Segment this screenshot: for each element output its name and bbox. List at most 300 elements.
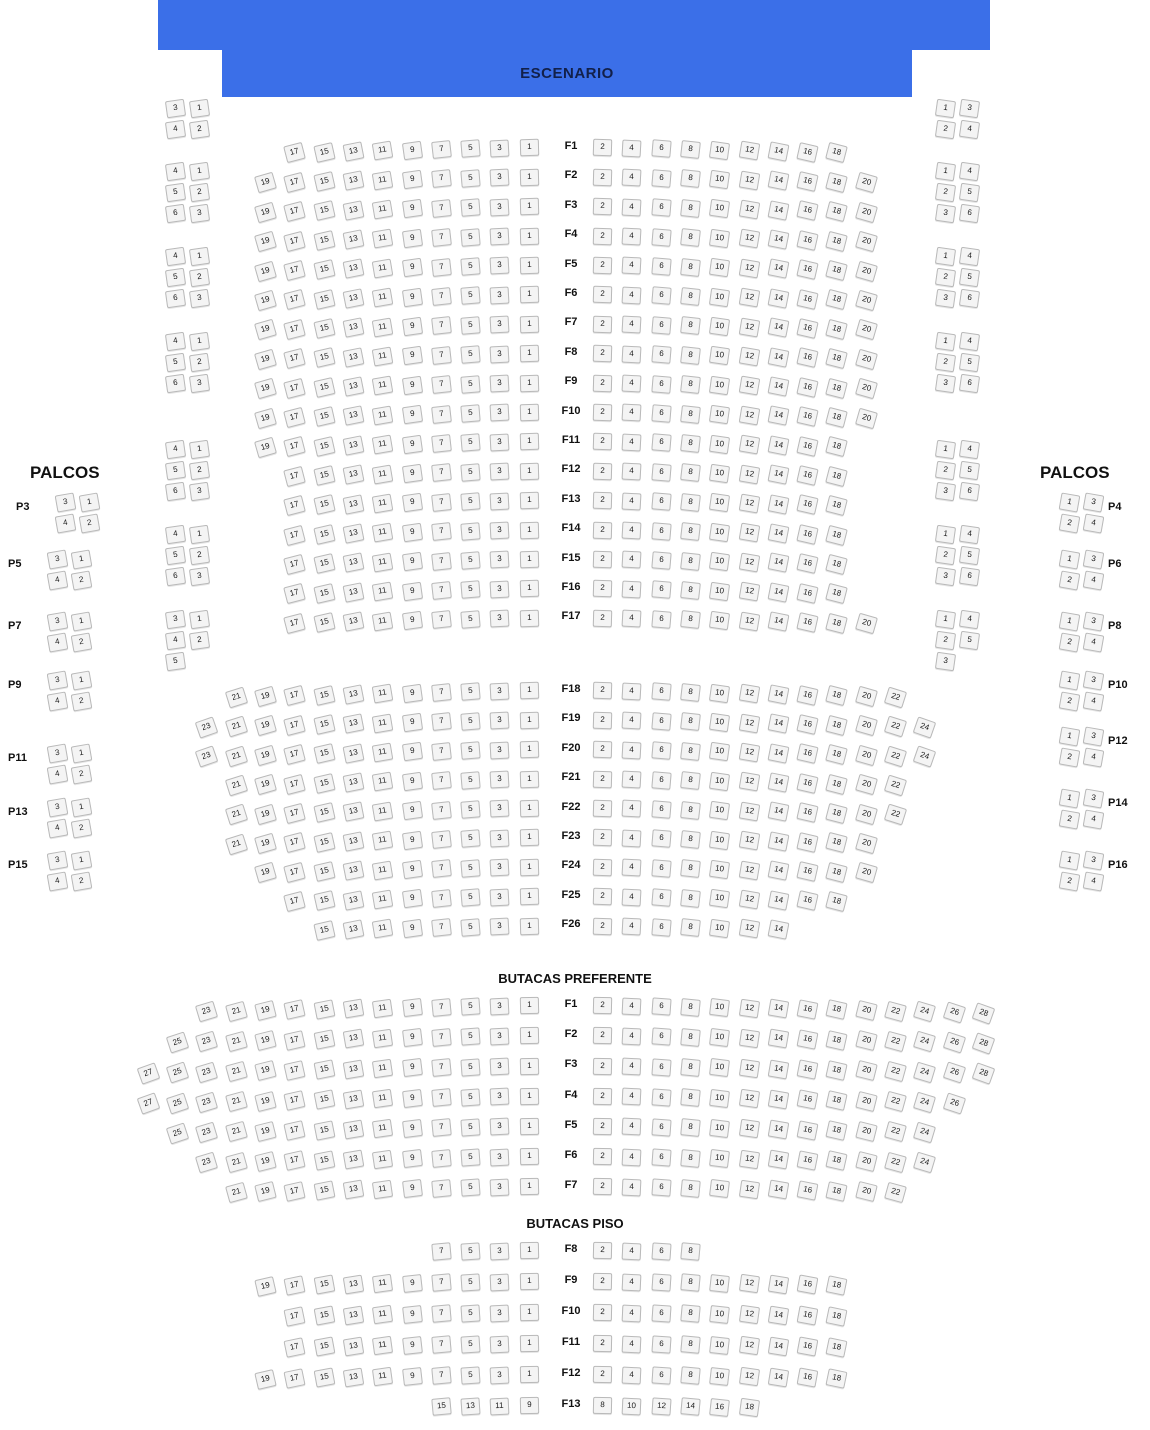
- palco-left-top-2-seat-2[interactable]: 2: [189, 268, 210, 287]
- seat-F6-16[interactable]: 16: [797, 1150, 819, 1170]
- seat-F12-19[interactable]: 19: [254, 1369, 276, 1390]
- seat-F12-14[interactable]: 14: [768, 1368, 789, 1388]
- palco-P3-seat-2[interactable]: 2: [79, 513, 101, 533]
- seat-F1-15[interactable]: 15: [313, 999, 335, 1019]
- seat-F3-5[interactable]: 5: [460, 198, 480, 217]
- seat-F20-7[interactable]: 7: [431, 742, 452, 761]
- seat-F3-14[interactable]: 14: [767, 200, 789, 220]
- seat-F9-14[interactable]: 14: [768, 1275, 789, 1295]
- seat-F12-11[interactable]: 11: [372, 1367, 393, 1386]
- seat-F19-18[interactable]: 18: [826, 715, 849, 736]
- seat-F1-3[interactable]: 3: [490, 997, 510, 1015]
- seat-F3-19[interactable]: 19: [254, 1060, 277, 1081]
- seat-F18-5[interactable]: 5: [460, 683, 480, 702]
- seat-F12-2[interactable]: 2: [593, 1366, 612, 1383]
- seat-F13-3[interactable]: 3: [490, 492, 510, 510]
- seat-F12-7[interactable]: 7: [431, 1367, 451, 1386]
- seat-F5-17[interactable]: 17: [283, 260, 306, 281]
- seat-F17-1[interactable]: 1: [519, 609, 538, 627]
- seat-F12-4[interactable]: 4: [622, 463, 642, 481]
- seat-F2-19[interactable]: 19: [254, 1030, 277, 1051]
- seat-F12-11[interactable]: 11: [372, 464, 394, 484]
- seat-F5-3[interactable]: 3: [490, 257, 510, 275]
- seat-F22-5[interactable]: 5: [460, 800, 480, 819]
- seat-F6-16[interactable]: 16: [796, 289, 818, 310]
- seat-F9-17[interactable]: 17: [284, 1275, 306, 1295]
- seat-F13-15[interactable]: 15: [313, 494, 335, 515]
- seat-F13-18[interactable]: 18: [826, 495, 849, 516]
- seat-F4-3[interactable]: 3: [490, 227, 510, 245]
- seat-F5-15[interactable]: 15: [313, 259, 335, 280]
- seat-F7-1[interactable]: 1: [519, 1178, 538, 1195]
- seat-F25-1[interactable]: 1: [519, 888, 538, 906]
- seat-F12-16[interactable]: 16: [797, 1368, 819, 1388]
- seat-F2-19[interactable]: 19: [254, 172, 277, 194]
- seat-F22-13[interactable]: 13: [342, 802, 364, 822]
- seat-F24-2[interactable]: 2: [593, 858, 612, 876]
- seat-F5-2[interactable]: 2: [593, 257, 612, 275]
- seat-F5-6[interactable]: 6: [651, 257, 671, 276]
- seat-F2-5[interactable]: 5: [460, 1028, 480, 1046]
- seat-F26-13[interactable]: 13: [342, 919, 364, 939]
- seat-F6-20[interactable]: 20: [855, 1151, 878, 1172]
- seat-F24-15[interactable]: 15: [313, 861, 335, 882]
- palco-P15-seat-2[interactable]: 2: [71, 871, 93, 891]
- seat-F21-22[interactable]: 22: [884, 775, 907, 797]
- seat-F18-3[interactable]: 3: [490, 682, 510, 700]
- seat-F2-7[interactable]: 7: [431, 169, 452, 188]
- palco-left-top-1-seat-1[interactable]: 1: [189, 162, 210, 181]
- seat-F2-7[interactable]: 7: [431, 1028, 452, 1047]
- palco-P14-seat-3[interactable]: 3: [1083, 788, 1105, 808]
- palco-right-top-1-seat-5[interactable]: 5: [959, 183, 980, 202]
- seat-F4-14[interactable]: 14: [767, 1089, 789, 1109]
- seat-F2-6[interactable]: 6: [651, 169, 671, 188]
- seat-F2-16[interactable]: 16: [797, 1029, 819, 1049]
- seat-F7-5[interactable]: 5: [460, 1179, 480, 1197]
- seat-F3-22[interactable]: 22: [884, 1061, 907, 1082]
- seat-F22-1[interactable]: 1: [519, 800, 538, 818]
- seat-F20-21[interactable]: 21: [225, 745, 248, 767]
- seat-F9-2[interactable]: 2: [593, 1273, 612, 1290]
- seat-F19-22[interactable]: 22: [884, 716, 907, 738]
- seat-F11-14[interactable]: 14: [768, 1337, 789, 1357]
- seat-F21-20[interactable]: 20: [855, 774, 878, 796]
- seat-F9-19[interactable]: 19: [254, 1276, 276, 1297]
- seat-F2-13[interactable]: 13: [343, 1029, 365, 1049]
- seat-F11-18[interactable]: 18: [826, 436, 849, 457]
- seat-F18-13[interactable]: 13: [342, 684, 364, 704]
- seat-F4-19[interactable]: 19: [254, 1091, 277, 1112]
- seat-F19-3[interactable]: 3: [490, 712, 510, 730]
- seat-F22-6[interactable]: 6: [651, 800, 671, 819]
- seat-F7-18[interactable]: 18: [826, 319, 849, 340]
- seat-F15-6[interactable]: 6: [651, 551, 671, 570]
- seat-F23-1[interactable]: 1: [519, 829, 538, 847]
- seat-F2-6[interactable]: 6: [651, 1028, 671, 1046]
- seat-F2-21[interactable]: 21: [225, 1031, 248, 1052]
- seat-F9-4[interactable]: 4: [622, 374, 642, 392]
- seat-F25-15[interactable]: 15: [313, 890, 335, 911]
- seat-F1-13[interactable]: 13: [343, 999, 365, 1019]
- seat-F15-2[interactable]: 2: [593, 551, 612, 569]
- seat-F17-9[interactable]: 9: [401, 611, 422, 630]
- seat-F6-24[interactable]: 24: [913, 1152, 936, 1174]
- seat-F20-19[interactable]: 19: [254, 745, 277, 767]
- seat-F25-18[interactable]: 18: [826, 891, 849, 912]
- palco-left-top-5-seat-1[interactable]: 1: [189, 525, 210, 544]
- seat-F26-11[interactable]: 11: [372, 919, 394, 939]
- seat-F20-12[interactable]: 12: [738, 743, 760, 763]
- seat-F20-11[interactable]: 11: [372, 743, 394, 763]
- seat-F20-13[interactable]: 13: [342, 743, 364, 763]
- seat-F11-7[interactable]: 7: [431, 434, 452, 453]
- seat-F19-14[interactable]: 14: [767, 714, 789, 734]
- seat-F19-20[interactable]: 20: [855, 715, 878, 737]
- seat-F7-16[interactable]: 16: [796, 318, 818, 339]
- palco-right-top-0-seat-3[interactable]: 3: [959, 99, 980, 118]
- palco-P10-seat-3[interactable]: 3: [1083, 670, 1105, 690]
- seat-F2-8[interactable]: 8: [680, 1028, 701, 1047]
- seat-F6-2[interactable]: 2: [593, 286, 612, 304]
- seat-F4-10[interactable]: 10: [709, 1089, 730, 1108]
- palco-left-top-0-seat-3[interactable]: 3: [165, 99, 186, 118]
- seat-F5-16[interactable]: 16: [797, 1120, 819, 1140]
- palco-label-P10[interactable]: P10: [1108, 679, 1128, 691]
- seat-F21-13[interactable]: 13: [342, 772, 364, 792]
- seat-F22-16[interactable]: 16: [796, 802, 818, 823]
- palco-P13-seat-3[interactable]: 3: [47, 797, 69, 817]
- seat-F9-2[interactable]: 2: [593, 374, 612, 392]
- seat-F9-16[interactable]: 16: [797, 1275, 819, 1295]
- seat-F26-8[interactable]: 8: [680, 918, 701, 937]
- seat-F21-10[interactable]: 10: [709, 771, 730, 790]
- seat-F11-10[interactable]: 10: [709, 1336, 730, 1355]
- seat-F8-3[interactable]: 3: [490, 345, 510, 363]
- palco-P10-seat-1[interactable]: 1: [1059, 670, 1081, 690]
- seat-F10-5[interactable]: 5: [461, 1304, 481, 1322]
- seat-F18-4[interactable]: 4: [622, 682, 642, 700]
- seat-F17-10[interactable]: 10: [709, 611, 730, 630]
- seat-F15-16[interactable]: 16: [796, 553, 818, 574]
- palco-right-top-2-seat-5[interactable]: 5: [959, 268, 980, 287]
- seat-F19-17[interactable]: 17: [283, 715, 306, 736]
- seat-F14-14[interactable]: 14: [767, 523, 789, 543]
- seat-F12-1[interactable]: 1: [519, 462, 538, 480]
- seat-F13-11[interactable]: 11: [490, 1397, 510, 1415]
- palco-P15-seat-4[interactable]: 4: [47, 871, 69, 891]
- seat-F14-9[interactable]: 9: [401, 522, 422, 541]
- seat-F9-18[interactable]: 18: [826, 377, 849, 398]
- seat-F16-2[interactable]: 2: [593, 580, 612, 598]
- seat-F6-17[interactable]: 17: [283, 289, 306, 310]
- palco-P6-seat-4[interactable]: 4: [1083, 570, 1105, 590]
- seat-F11-16[interactable]: 16: [796, 436, 818, 457]
- seat-F6-1[interactable]: 1: [519, 1148, 538, 1165]
- seat-F23-12[interactable]: 12: [738, 831, 760, 851]
- seat-F3-8[interactable]: 8: [680, 199, 701, 218]
- seat-F11-8[interactable]: 8: [680, 434, 701, 453]
- palco-right-top-5-seat-4[interactable]: 4: [959, 525, 980, 544]
- seat-F19-6[interactable]: 6: [651, 712, 671, 731]
- seat-F8-13[interactable]: 13: [342, 347, 364, 367]
- seat-F1-5[interactable]: 5: [460, 140, 480, 159]
- seat-F1-4[interactable]: 4: [622, 139, 642, 157]
- seat-F7-15[interactable]: 15: [313, 1180, 335, 1200]
- seat-F10-2[interactable]: 2: [593, 1304, 612, 1321]
- palco-right-top-6-seat-5[interactable]: 5: [959, 631, 980, 650]
- seat-F1-8[interactable]: 8: [680, 998, 701, 1017]
- seat-F4-5[interactable]: 5: [460, 1088, 480, 1106]
- seat-F5-11[interactable]: 11: [372, 258, 394, 278]
- seat-F16-12[interactable]: 12: [738, 582, 760, 602]
- palco-label-P4[interactable]: P4: [1108, 501, 1122, 513]
- seat-F5-10[interactable]: 10: [709, 1119, 730, 1138]
- seat-F5-15[interactable]: 15: [313, 1120, 335, 1140]
- seat-F5-18[interactable]: 18: [826, 260, 849, 281]
- seat-F6-6[interactable]: 6: [651, 1148, 671, 1166]
- seat-F16-6[interactable]: 6: [651, 581, 671, 600]
- seat-F26-3[interactable]: 3: [490, 917, 510, 935]
- seat-F13-17[interactable]: 17: [283, 495, 306, 516]
- seat-F20-8[interactable]: 8: [680, 742, 701, 761]
- palco-P16-seat-4[interactable]: 4: [1083, 871, 1105, 891]
- palco-right-top-4-seat-3[interactable]: 3: [935, 482, 956, 501]
- seat-F12-4[interactable]: 4: [622, 1366, 642, 1384]
- seat-F16-10[interactable]: 10: [709, 581, 730, 600]
- seat-F20-22[interactable]: 22: [884, 745, 907, 767]
- seat-F15-3[interactable]: 3: [490, 551, 510, 569]
- seat-F2-11[interactable]: 11: [372, 1029, 393, 1049]
- seat-F22-22[interactable]: 22: [884, 804, 907, 826]
- seat-F1-3[interactable]: 3: [490, 139, 510, 157]
- palco-left-top-5-seat-5[interactable]: 5: [165, 546, 186, 565]
- seat-F4-8[interactable]: 8: [680, 1088, 701, 1107]
- seat-F10-10[interactable]: 10: [709, 405, 730, 424]
- palco-left-top-4-seat-2[interactable]: 2: [189, 461, 210, 480]
- seat-F13-5[interactable]: 5: [460, 492, 480, 511]
- seat-F7-4[interactable]: 4: [622, 316, 642, 334]
- seat-F25-8[interactable]: 8: [680, 889, 701, 908]
- palco-P5-seat-3[interactable]: 3: [47, 549, 69, 569]
- seat-F9-13[interactable]: 13: [342, 376, 364, 396]
- seat-F19-5[interactable]: 5: [460, 712, 480, 731]
- seat-F8-7[interactable]: 7: [431, 346, 452, 365]
- seat-F1-7[interactable]: 7: [431, 998, 452, 1017]
- palco-left-top-6-seat-2[interactable]: 2: [189, 631, 210, 650]
- seat-F6-15[interactable]: 15: [313, 1150, 335, 1170]
- seat-F15-1[interactable]: 1: [519, 551, 538, 569]
- seat-F12-6[interactable]: 6: [651, 463, 671, 482]
- seat-F16-15[interactable]: 15: [313, 583, 335, 604]
- seat-F7-11[interactable]: 11: [372, 317, 394, 337]
- seat-F14-18[interactable]: 18: [826, 524, 849, 545]
- seat-F7-9[interactable]: 9: [401, 317, 422, 336]
- seat-F4-4[interactable]: 4: [622, 1088, 642, 1106]
- seat-F26-10[interactable]: 10: [709, 918, 730, 937]
- seat-F11-4[interactable]: 4: [622, 1335, 642, 1353]
- seat-F12-13[interactable]: 13: [342, 465, 364, 485]
- seat-F5-25[interactable]: 25: [166, 1122, 189, 1144]
- palco-right-top-4-seat-5[interactable]: 5: [959, 461, 980, 480]
- seat-F8-4[interactable]: 4: [622, 345, 642, 363]
- seat-F12-8[interactable]: 8: [680, 463, 701, 482]
- seat-F13-16[interactable]: 16: [796, 494, 818, 515]
- seat-F3-4[interactable]: 4: [622, 1058, 642, 1076]
- palco-right-top-3-seat-1[interactable]: 1: [935, 332, 956, 351]
- seat-F10-18[interactable]: 18: [826, 407, 849, 428]
- seat-F25-4[interactable]: 4: [622, 888, 642, 906]
- seat-F3-26[interactable]: 26: [942, 1062, 965, 1084]
- seat-F13-2[interactable]: 2: [593, 492, 612, 510]
- palco-right-top-6-seat-1[interactable]: 1: [935, 610, 956, 629]
- palco-left-top-5-seat-2[interactable]: 2: [189, 546, 210, 565]
- seat-F13-10[interactable]: 10: [622, 1397, 642, 1415]
- seat-F8-9[interactable]: 9: [401, 346, 422, 365]
- seat-F11-15[interactable]: 15: [313, 436, 335, 457]
- seat-F15-9[interactable]: 9: [401, 552, 422, 571]
- seat-F15-11[interactable]: 11: [372, 552, 394, 572]
- seat-F20-23[interactable]: 23: [195, 746, 219, 768]
- seat-F4-2[interactable]: 2: [593, 227, 612, 245]
- seat-F16-8[interactable]: 8: [680, 581, 701, 600]
- seat-F16-9[interactable]: 9: [401, 581, 422, 600]
- seat-F26-9[interactable]: 9: [401, 918, 422, 937]
- seat-F5-24[interactable]: 24: [913, 1122, 936, 1144]
- seat-F2-11[interactable]: 11: [372, 170, 394, 190]
- seat-F24-9[interactable]: 9: [401, 860, 422, 879]
- seat-F2-4[interactable]: 4: [622, 1027, 642, 1045]
- seat-F11-11[interactable]: 11: [372, 435, 394, 455]
- seat-F23-13[interactable]: 13: [342, 831, 364, 851]
- seat-F10-14[interactable]: 14: [768, 1306, 789, 1326]
- seat-F11-11[interactable]: 11: [372, 1336, 393, 1355]
- palco-P13-seat-4[interactable]: 4: [47, 818, 69, 838]
- seat-F2-1[interactable]: 1: [519, 1027, 538, 1044]
- seat-F18-9[interactable]: 9: [401, 683, 422, 702]
- seat-F15-13[interactable]: 13: [342, 553, 364, 573]
- seat-F8-3[interactable]: 3: [490, 1242, 510, 1260]
- seat-F4-18[interactable]: 18: [826, 1090, 848, 1111]
- seat-F1-16[interactable]: 16: [797, 999, 819, 1019]
- seat-F6-23[interactable]: 23: [195, 1152, 218, 1174]
- seat-F17-8[interactable]: 8: [680, 610, 701, 629]
- seat-F14-8[interactable]: 8: [680, 522, 701, 541]
- seat-F19-11[interactable]: 11: [372, 713, 394, 733]
- seat-F24-20[interactable]: 20: [855, 862, 878, 884]
- seat-F4-7[interactable]: 7: [431, 228, 452, 247]
- palco-right-top-3-seat-5[interactable]: 5: [959, 353, 980, 372]
- seat-F22-15[interactable]: 15: [313, 802, 335, 823]
- seat-F1-17[interactable]: 17: [284, 999, 306, 1020]
- seat-F6-13[interactable]: 13: [343, 1150, 365, 1170]
- seat-F8-6[interactable]: 6: [651, 1242, 671, 1260]
- seat-F26-4[interactable]: 4: [622, 917, 642, 935]
- seat-F3-5[interactable]: 5: [460, 1058, 480, 1076]
- seat-F1-19[interactable]: 19: [254, 1000, 277, 1021]
- seat-F22-9[interactable]: 9: [401, 801, 422, 820]
- seat-F7-11[interactable]: 11: [372, 1180, 393, 1200]
- palco-right-top-1-seat-1[interactable]: 1: [935, 162, 956, 181]
- seat-F7-20[interactable]: 20: [855, 319, 878, 341]
- palco-right-top-2-seat-2[interactable]: 2: [935, 268, 956, 287]
- seat-F1-8[interactable]: 8: [680, 140, 701, 159]
- seat-F13-18[interactable]: 18: [738, 1398, 759, 1417]
- palco-label-P13[interactable]: P13: [8, 806, 28, 818]
- seat-F5-11[interactable]: 11: [372, 1119, 393, 1139]
- seat-F3-11[interactable]: 11: [372, 200, 394, 220]
- seat-F2-20[interactable]: 20: [855, 1030, 878, 1051]
- seat-F23-15[interactable]: 15: [313, 832, 335, 853]
- seat-F24-3[interactable]: 3: [490, 859, 510, 877]
- seat-F15-18[interactable]: 18: [826, 554, 849, 575]
- seat-F15-15[interactable]: 15: [313, 553, 335, 574]
- palco-left-top-3-seat-4[interactable]: 4: [165, 332, 186, 351]
- seat-F10-6[interactable]: 6: [651, 404, 671, 423]
- seat-F19-13[interactable]: 13: [342, 714, 364, 734]
- seat-F11-9[interactable]: 9: [402, 1336, 423, 1355]
- seat-F2-1[interactable]: 1: [519, 168, 538, 186]
- seat-F11-17[interactable]: 17: [283, 436, 306, 457]
- seat-F7-14[interactable]: 14: [767, 318, 789, 338]
- seat-F25-13[interactable]: 13: [342, 890, 364, 910]
- seat-F13-16[interactable]: 16: [709, 1398, 730, 1417]
- seat-F23-16[interactable]: 16: [796, 832, 818, 853]
- seat-F12-7[interactable]: 7: [431, 463, 452, 482]
- seat-F16-4[interactable]: 4: [622, 580, 642, 598]
- seat-F6-19[interactable]: 19: [254, 1151, 277, 1172]
- palco-right-top-6-seat-2[interactable]: 2: [935, 631, 956, 650]
- seat-F4-1[interactable]: 1: [519, 227, 538, 245]
- seat-F19-8[interactable]: 8: [680, 712, 701, 731]
- seat-F16-17[interactable]: 17: [283, 583, 306, 604]
- seat-F20-15[interactable]: 15: [313, 743, 335, 764]
- seat-F6-11[interactable]: 11: [372, 288, 394, 308]
- palco-right-top-0-seat-4[interactable]: 4: [959, 120, 980, 139]
- seat-F11-4[interactable]: 4: [622, 433, 642, 451]
- seat-F3-1[interactable]: 1: [519, 198, 538, 216]
- seat-F9-11[interactable]: 11: [372, 1274, 393, 1293]
- palco-right-top-5-seat-2[interactable]: 2: [935, 546, 956, 565]
- seat-F6-9[interactable]: 9: [402, 1149, 423, 1168]
- seat-F19-12[interactable]: 12: [738, 713, 760, 733]
- seat-F4-1[interactable]: 1: [519, 1088, 538, 1105]
- seat-F4-7[interactable]: 7: [431, 1088, 452, 1107]
- palco-left-top-1-seat-6[interactable]: 6: [165, 204, 186, 223]
- palco-right-top-0-seat-1[interactable]: 1: [935, 99, 956, 118]
- seat-F2-12[interactable]: 12: [738, 170, 760, 190]
- seat-F3-20[interactable]: 20: [855, 1060, 878, 1081]
- seat-F24-13[interactable]: 13: [342, 861, 364, 881]
- seat-F14-7[interactable]: 7: [431, 522, 452, 541]
- seat-F26-15[interactable]: 15: [313, 920, 335, 941]
- seat-F20-3[interactable]: 3: [490, 741, 510, 759]
- seat-F12-9[interactable]: 9: [401, 464, 422, 483]
- seat-F26-12[interactable]: 12: [738, 919, 760, 939]
- seat-F6-6[interactable]: 6: [651, 287, 671, 306]
- seat-F3-7[interactable]: 7: [431, 199, 452, 218]
- seat-F3-6[interactable]: 6: [651, 1058, 671, 1076]
- seat-F11-10[interactable]: 10: [709, 434, 730, 453]
- seat-F18-10[interactable]: 10: [709, 683, 730, 702]
- seat-F9-12[interactable]: 12: [738, 1274, 759, 1293]
- palco-P11-seat-4[interactable]: 4: [47, 764, 69, 784]
- seat-F5-7[interactable]: 7: [431, 258, 452, 277]
- seat-F9-13[interactable]: 13: [343, 1275, 364, 1295]
- seat-F2-13[interactable]: 13: [342, 171, 364, 191]
- palco-label-P9[interactable]: P9: [8, 679, 22, 691]
- seat-F5-23[interactable]: 23: [195, 1122, 218, 1144]
